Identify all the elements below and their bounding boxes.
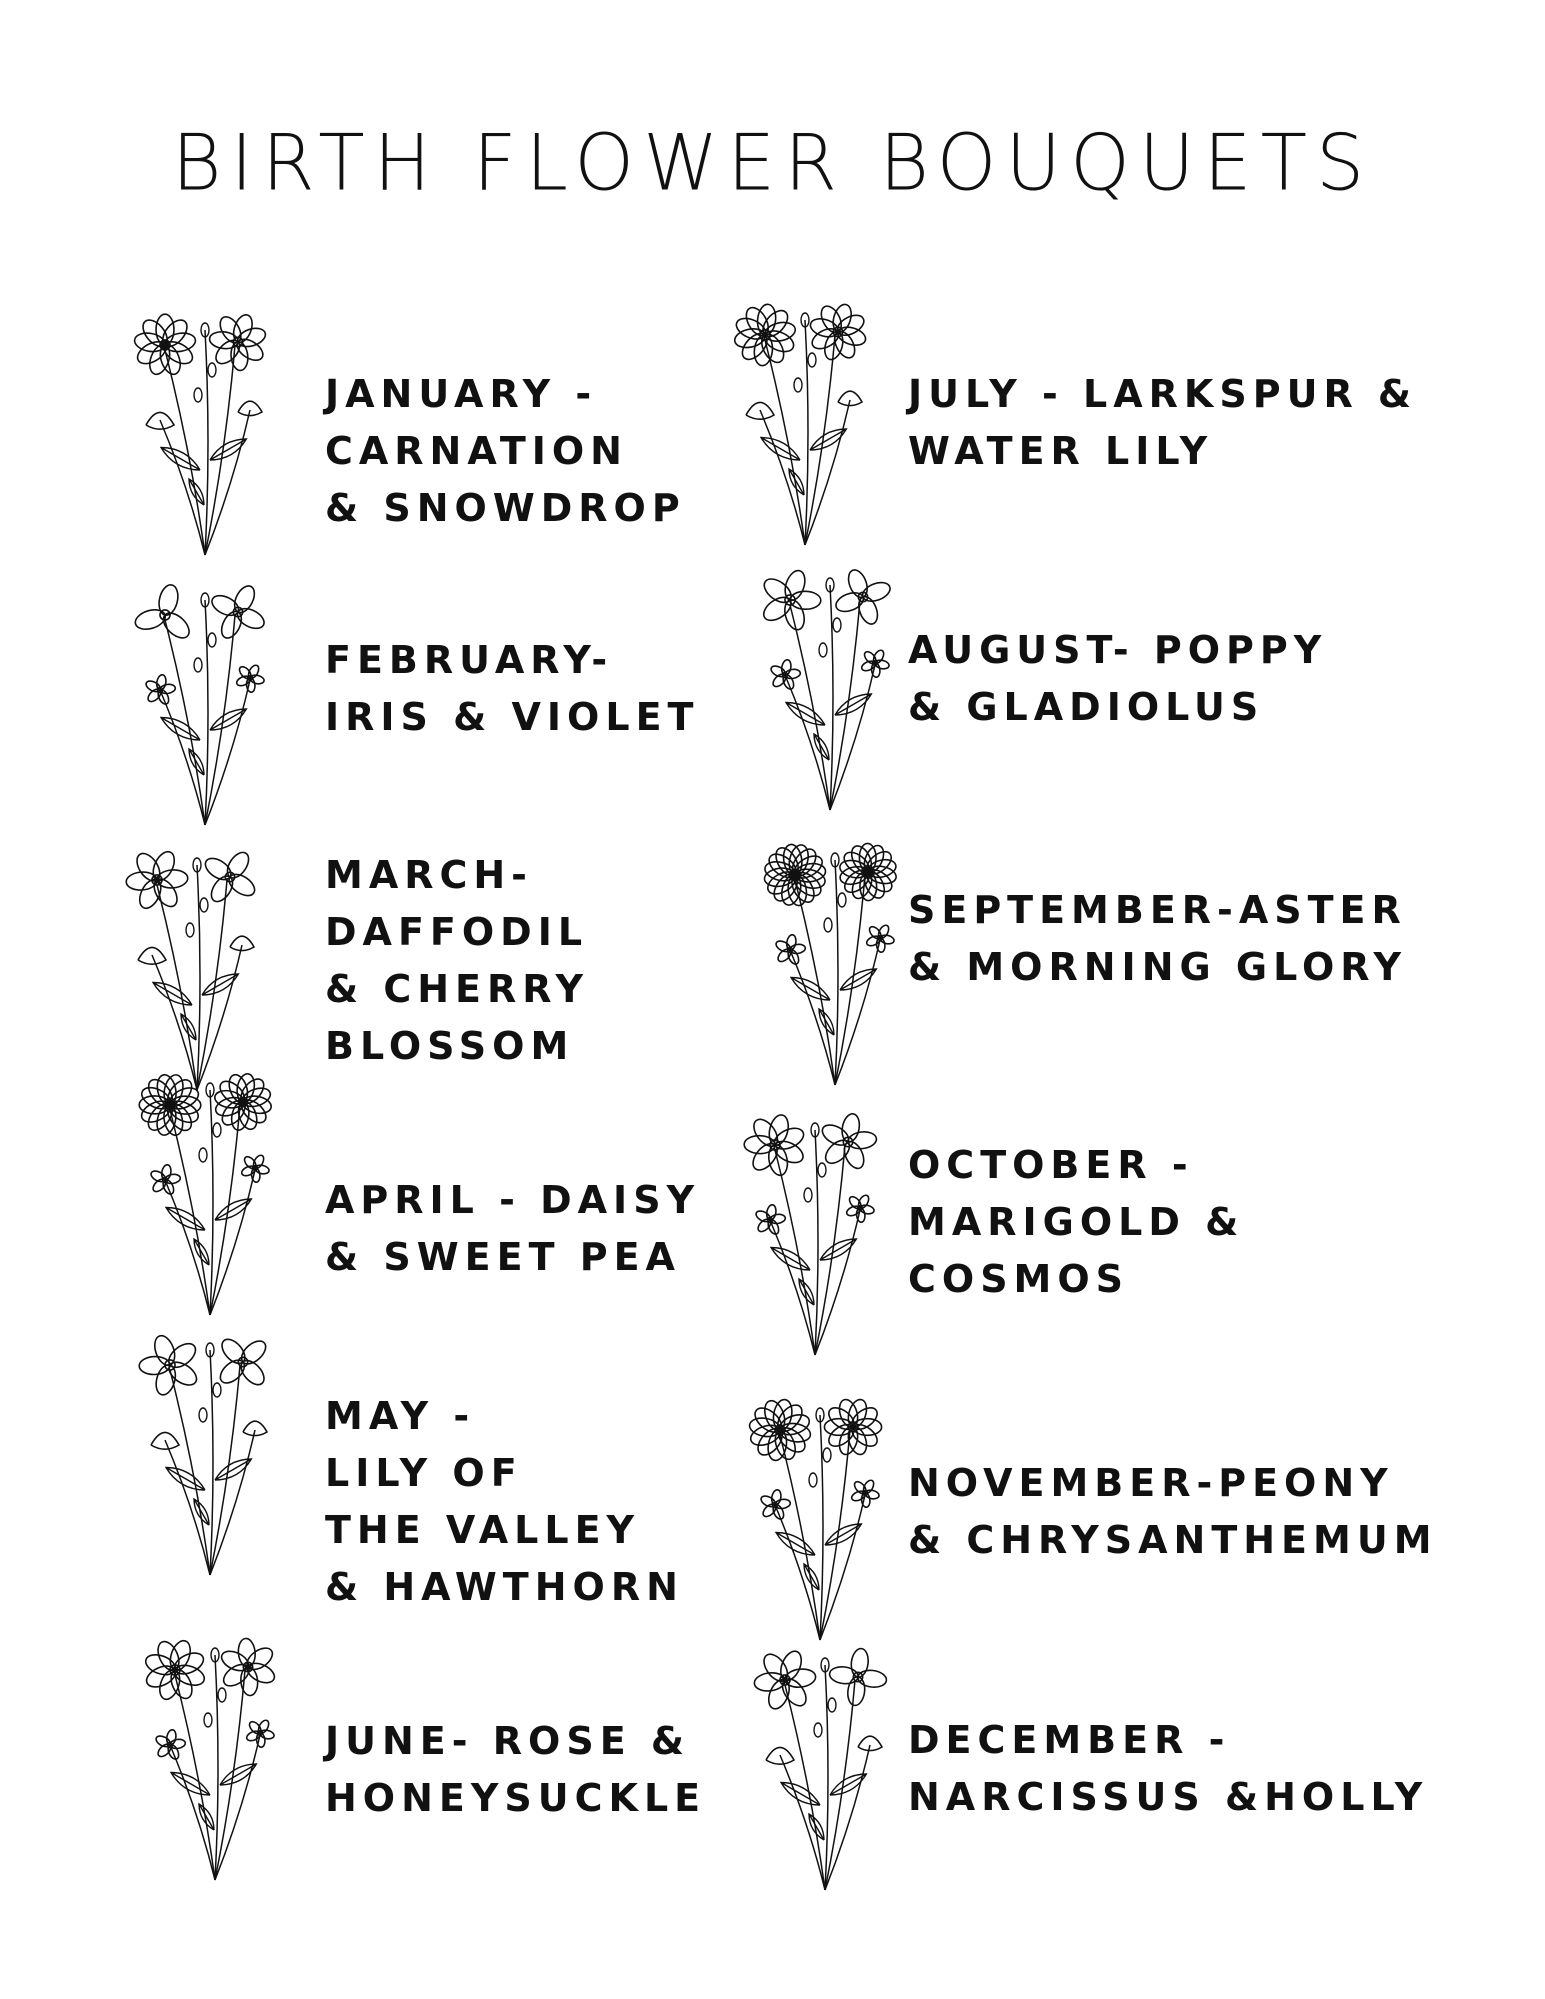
leaf-icon: [158, 442, 203, 475]
bud-icon: [199, 1148, 207, 1162]
label-may: MAY - LILY OF THE VALLEY & HAWTHORN: [325, 1394, 684, 1609]
stem-icon: [835, 940, 880, 1085]
stem-icon: [820, 1415, 823, 1640]
stem-icon: [825, 1745, 870, 1890]
flower-head-icon: [760, 568, 821, 632]
stem-icon: [210, 1430, 255, 1575]
bell-flower-icon: [858, 1736, 882, 1750]
bouquet-drawing: [740, 1635, 910, 1895]
stem-icon: [205, 680, 250, 825]
flower-head-icon: [808, 302, 868, 362]
stem-icon: [215, 1655, 218, 1880]
stem-icon: [825, 1665, 828, 1890]
bouquet-illustration-december: [740, 1635, 910, 1895]
bouquet-drawing: [750, 830, 920, 1090]
bouquet-drawing: [735, 1385, 905, 1645]
flower-head-icon: [133, 314, 197, 377]
bouquet-drawing: [120, 300, 290, 560]
stem-icon: [815, 1210, 860, 1355]
bud-icon: [186, 923, 194, 937]
flower-head-icon: [209, 583, 268, 642]
stem-icon: [210, 1170, 255, 1315]
flower-head-icon: [143, 1638, 207, 1702]
stem-icon: [197, 865, 200, 1090]
bud-icon: [808, 353, 816, 367]
bud-icon: [213, 1383, 221, 1397]
bouquet-drawing: [125, 1320, 295, 1580]
flower-head-icon: [126, 848, 189, 911]
flower-head-icon: [819, 1112, 877, 1171]
bouquet-illustration-july: [720, 290, 890, 550]
flower-head-icon: [829, 1648, 888, 1707]
bud-icon: [819, 643, 827, 657]
leaf-icon: [807, 424, 849, 455]
bud-icon: [194, 388, 202, 402]
stem-icon: [830, 585, 833, 810]
flower-head-icon: [763, 843, 827, 907]
stem-icon: [805, 320, 808, 545]
bud-icon: [194, 658, 202, 672]
leaf-icon: [758, 432, 803, 465]
flower-head-icon: [133, 583, 194, 643]
leaf-icon: [212, 1194, 254, 1225]
flower-head-icon: [149, 1164, 181, 1196]
bouquet-illustration-january: [120, 300, 290, 560]
flower-head-icon: [774, 934, 806, 966]
bouquet-illustration-june: [130, 1625, 300, 1885]
flower-head-icon: [838, 843, 898, 902]
leaf-icon: [163, 1202, 208, 1235]
leaf-icon: [778, 1777, 823, 1810]
flower-head-icon: [733, 303, 797, 366]
bouquet-illustration-november: [735, 1385, 905, 1645]
bouquet-drawing: [745, 555, 915, 815]
leaf-icon: [168, 1767, 213, 1800]
label-october: OCTOBER - MARIGOLD & COSMOS: [908, 1143, 1245, 1301]
label-august: AUGUST- POPPY & GLADIOLUS: [908, 628, 1328, 729]
bell-flower-icon: [230, 936, 254, 950]
leaf-icon: [217, 1759, 259, 1790]
bouquet-illustration-september: [750, 830, 920, 1090]
bouquet-illustration-march: [112, 835, 282, 1095]
bud-icon: [824, 918, 832, 932]
bouquet-drawing: [120, 570, 290, 830]
flower-head-icon: [154, 1729, 186, 1761]
label-september: SEPTEMBER-ASTER & MORNING GLORY: [908, 888, 1407, 989]
leaf-icon: [207, 434, 249, 465]
stem-icon: [815, 1130, 818, 1355]
stem-icon: [205, 410, 250, 555]
stem-icon: [830, 665, 875, 810]
flower-head-icon: [240, 1154, 270, 1183]
flower-head-icon: [202, 849, 259, 906]
bud-icon: [809, 1473, 817, 1487]
bouquet-drawing: [130, 1625, 300, 1885]
bud-icon: [794, 378, 802, 392]
bud-icon: [208, 633, 216, 647]
label-january: JANUARY - CARNATION & SNOWDROP: [325, 372, 686, 530]
bud-icon: [833, 618, 841, 632]
stem-icon: [835, 860, 838, 1085]
leaf-icon: [773, 1527, 818, 1560]
flower-head-icon: [235, 664, 265, 693]
flower-head-icon: [144, 674, 176, 706]
leaf-icon: [822, 1519, 864, 1550]
bud-icon: [818, 1163, 826, 1177]
leaf-icon: [788, 972, 833, 1005]
bud-icon: [823, 1448, 831, 1462]
leaf-icon: [837, 964, 879, 995]
leaf-icon: [212, 1454, 254, 1485]
bud-icon: [213, 1123, 221, 1137]
page-title: BIRTH FLOWER BOUQUETS: [171, 117, 1374, 208]
leaf-icon: [163, 1462, 208, 1495]
bouquet-illustration-may: [125, 1320, 295, 1580]
label-april: APRIL - DAISY & SWEET PEA: [325, 1178, 701, 1279]
flower-head-icon: [860, 649, 890, 678]
leaf-icon: [827, 1769, 869, 1800]
bouquet-drawing: [720, 290, 890, 550]
flower-head-icon: [209, 312, 268, 371]
flower-head-icon: [769, 659, 801, 691]
flower-head-icon: [216, 1335, 270, 1389]
bouquet-illustration-february: [120, 570, 290, 830]
leaf-icon: [199, 969, 241, 1000]
flower-head-icon: [753, 1648, 816, 1712]
bouquet-illustration-august: [745, 555, 915, 815]
flower-head-icon: [744, 1113, 807, 1177]
label-february: FEBRUARY- IRIS & VIOLET: [325, 638, 700, 739]
leaf-icon: [768, 1242, 813, 1275]
bud-icon: [218, 1688, 226, 1702]
bud-icon: [828, 1698, 836, 1712]
flower-head-icon: [754, 1204, 786, 1236]
bud-icon: [804, 1188, 812, 1202]
stem-icon: [205, 600, 208, 825]
bud-icon: [199, 1408, 207, 1422]
label-november: NOVEMBER-PEONY & CHRYSANTHEMUM: [908, 1461, 1438, 1562]
leaf-icon: [158, 712, 203, 745]
label-december: DECEMBER - NARCISSUS &HOLLY: [908, 1718, 1429, 1819]
flower-head-icon: [138, 1073, 201, 1137]
flower-head-icon: [245, 1719, 275, 1748]
label-march: MARCH- DAFFODIL & CHERRY BLOSSOM: [325, 853, 589, 1068]
bud-icon: [204, 1713, 212, 1727]
bell-flower-icon: [238, 401, 262, 415]
bud-icon: [814, 1723, 822, 1737]
label-july: JULY - LARKSPUR & WATER LILY: [908, 372, 1418, 473]
stem-icon: [210, 1090, 213, 1315]
bud-icon: [208, 363, 216, 377]
leaf-icon: [150, 977, 195, 1010]
leaf-icon: [832, 689, 874, 720]
flower-head-icon: [833, 567, 892, 626]
leaf-icon: [207, 704, 249, 735]
stem-icon: [805, 400, 850, 545]
flower-head-icon: [759, 1489, 791, 1521]
stem-icon: [820, 1495, 865, 1640]
flower-head-icon: [865, 924, 895, 953]
flower-head-icon: [139, 1333, 201, 1397]
stem-icon: [205, 330, 208, 555]
flower-head-icon: [213, 1072, 273, 1132]
flower-head-icon: [219, 1638, 278, 1696]
flower-head-icon: [748, 1398, 812, 1462]
flower-head-icon: [824, 1397, 881, 1457]
bouquet-drawing: [125, 1060, 295, 1320]
bell-flower-icon: [838, 391, 862, 405]
bouquet-illustration-october: [730, 1100, 900, 1360]
bud-icon: [200, 898, 208, 912]
bud-icon: [838, 893, 846, 907]
bell-flower-icon: [243, 1421, 267, 1435]
bouquet-drawing: [730, 1100, 900, 1360]
flower-head-icon: [845, 1194, 875, 1223]
stem-icon: [215, 1735, 260, 1880]
leaf-icon: [817, 1234, 859, 1265]
stem-icon: [210, 1350, 213, 1575]
label-june: JUNE- ROSE & HONEYSUCKLE: [325, 1719, 707, 1820]
flower-head-icon: [850, 1479, 880, 1508]
leaf-icon: [783, 697, 828, 730]
bouquet-drawing: [112, 835, 282, 1095]
bouquet-illustration-april: [125, 1060, 295, 1320]
